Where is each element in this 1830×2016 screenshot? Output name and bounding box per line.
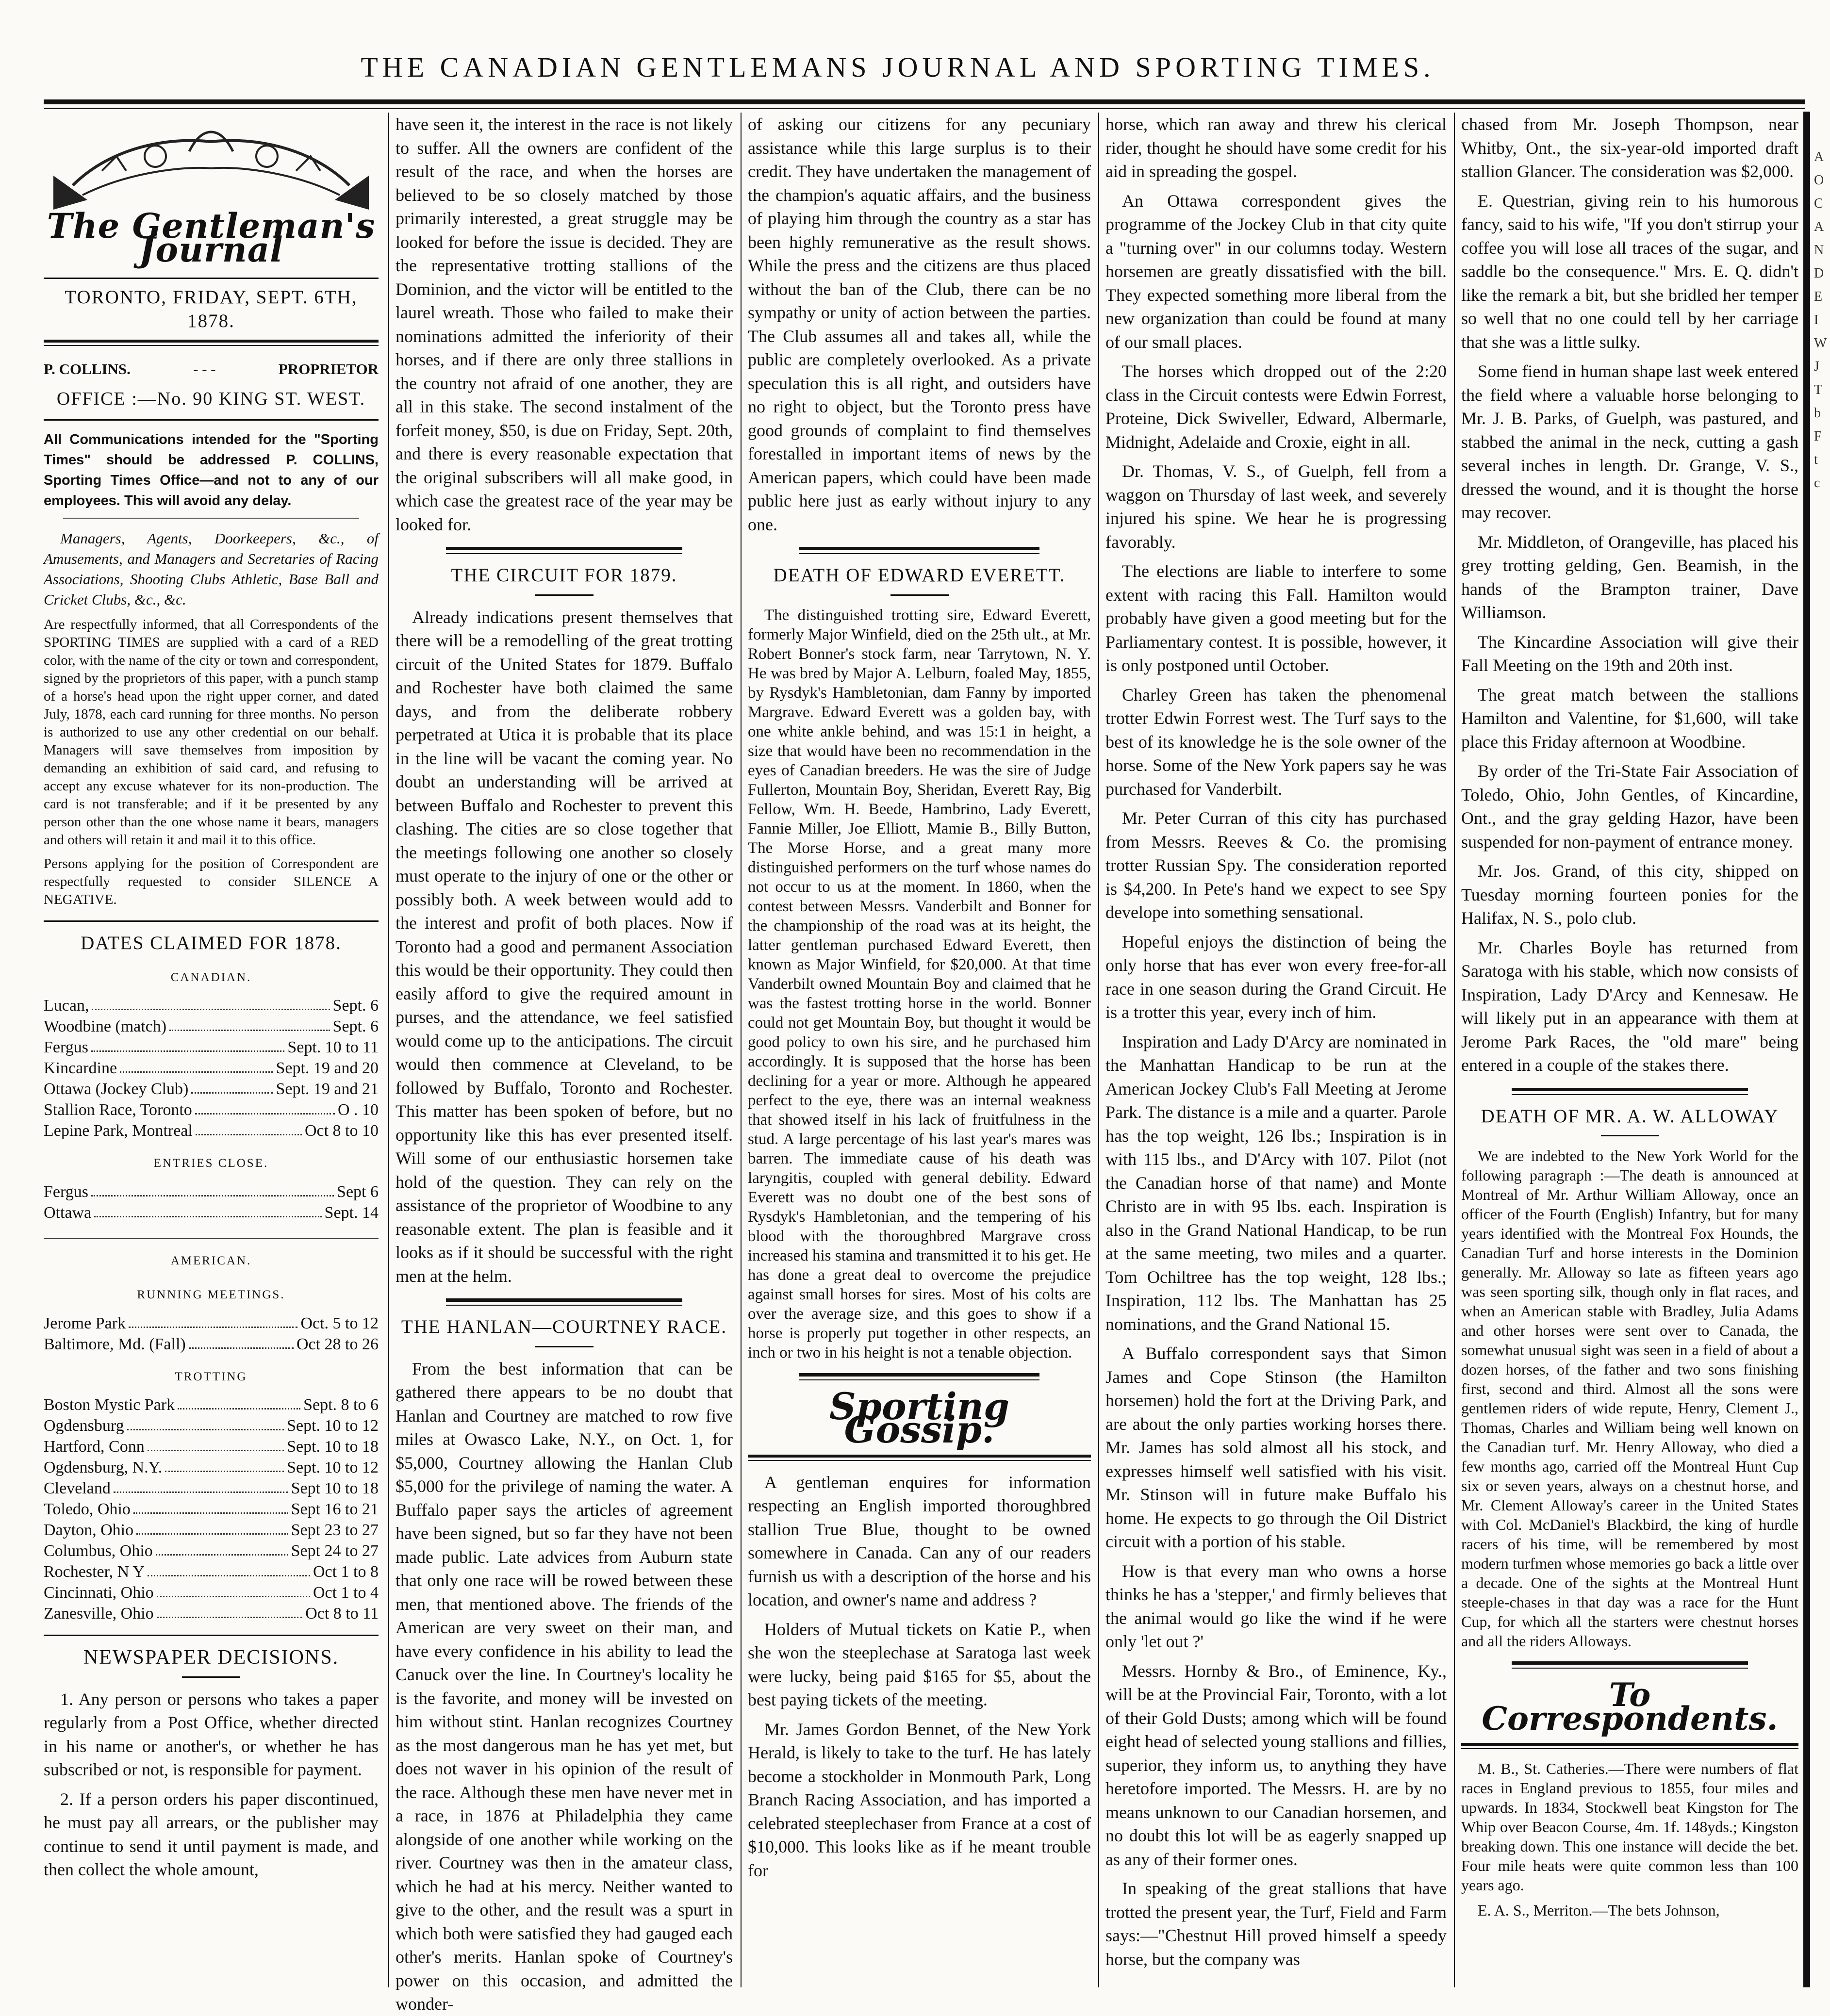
canadian-dates-list bbox=[44, 995, 379, 1141]
leader-dots bbox=[120, 1058, 273, 1073]
date-value: Sept 24 to 27 bbox=[291, 1542, 379, 1560]
date-place: Ogdensburg bbox=[44, 1417, 124, 1435]
masthead-logo bbox=[44, 113, 379, 273]
article-continuation: have seen it, the interest in the race is not likely to suffer. All the owners are confident of the result of the race, and when the horses are believed to be so closely matched by those primarily interested, a great struggle may be looked for before the issue is decided. They are the representative trotting stallions of the Dominion, and the victor will be entitled to the laurel wreath. Those who failed to make their nominations admitted the inferiority of their horses, and if there are only three stallions in the country not afraid of one another, they are all in this stake. The second instalment of the forfeit money, $50, is due on Friday, Sept. 20th, and there is every reasonable expectation that the original subscribers will all make good, in which case the greatest race of the year may be looked for. bbox=[396, 115, 733, 534]
date-value: Oct 8 to 11 bbox=[305, 1605, 379, 1623]
date-value: O . 10 bbox=[337, 1101, 379, 1119]
fragment: T bbox=[1814, 382, 1823, 397]
masthead-title: THE CANADIAN GENTLEMANS JOURNAL AND SPORTING TIMES. bbox=[361, 51, 1435, 83]
fragment: D bbox=[1814, 266, 1824, 281]
gossip-continuation: chased from Mr. Joseph Thompson, near Whitby, Ont., the six-year-old imported draft stallion Glancer. The consideration was $2,000. bbox=[1461, 115, 1798, 181]
date-row bbox=[44, 1541, 379, 1561]
managers-notice-heading: Managers, Agents, Doorkeepers, &c., of Amusements, and Managers and Secretaries of Racing Associations, Shooting Clubs Athletic, Base Ball and Cricket Clubs, &c., &c. bbox=[44, 530, 379, 608]
gossip-item: A Buffalo correspondent says that Simon James and Cope Stinson (the Hamilton horsemen) hold the fort at the Driving Park, and are about the only parties working horses there. Mr. James has sold almost all his stock, and expresses himself well satisfied with his visit. Mr. Stinson will in future make Buffalo his home. He expects to go through the Oil District circuit with a portion of his stable. bbox=[1105, 1344, 1447, 1551]
date-place: Kincardine bbox=[44, 1059, 117, 1077]
column-1 bbox=[44, 113, 379, 1981]
date-row bbox=[44, 995, 379, 1016]
adjacent-page-fragments bbox=[1814, 146, 1829, 495]
gossip-item: Some fiend in human shape last week entered the field where a valuable horse belonging to Mr. J. B. Parks, of Guelph, was pastured, and stabbed the animal in the neck, cutting a gash several inches in length. Dr. Grange, V. S., dressed the wound, and it is thought the horse may recover. bbox=[1461, 361, 1798, 522]
date-place: Stallion Race, Toronto bbox=[44, 1101, 192, 1119]
double-rule bbox=[1512, 1088, 1748, 1095]
separator bbox=[890, 594, 949, 596]
date-row bbox=[44, 1561, 379, 1582]
fragment: c bbox=[1814, 475, 1820, 491]
double-rule bbox=[1512, 1661, 1748, 1669]
alloway-body: We are indebted to the New York World for the following paragraph :—The death is announced at Montreal of Mr. Arthur William Alloway, once an officer of the Fourth (English) Infantry, but for many years identified with the Montreal Fox Hounds, the Canadian Turf and horse interests in the Dominion generally. Mr. Alloway so late as fifteen years ago was seen sporting silk, though only in flat races, and when an American stable with Bradley, Julia Adams and other horses were sent over to Canada, the somewhat unusual sight was seen in a field of about a dozen horses, of the father and two sons finishing first, second and third. Almost all the sons were gentlemen riders of wide repute, Henry, Clement J., Thomas, Charles and William being well known on the Canadian turf. Mr. Henry Alloway, who died a few months ago, carried off the Montreal Hunt Cup six or seven years, always on a chestnut horse, and Mr. Clement Alloway's career in the United States with Col. McDaniel's Blackbird, the king of hurdle racers of his time, will be remembered by most modern turfmen whose memories go back a little over a decade. One of the sights at the Montreal Hunt steeple-chases in that day was a race for the Hunt Cup, for which all the starters were chestnut horses and all the riders Alloways. bbox=[1461, 1147, 1798, 1650]
date-row bbox=[44, 1499, 379, 1520]
date-place: Ogdensburg, N.Y. bbox=[44, 1459, 163, 1476]
column-rule-1 bbox=[388, 113, 389, 1987]
date-value: Oct 1 to 8 bbox=[313, 1563, 379, 1581]
column-5 bbox=[1461, 113, 1798, 1981]
leader-dots bbox=[169, 1016, 330, 1031]
managers-notice-body: Are respectfully informed, that all Correspondents of the SPORTING TIMES are supplied with a card of a RED color, with the name of the city or town and correspondent, signed by the proprietors of this paper, with a punch stamp of a horse's head upon the right upper corner, and dated July, 1878, each card running for three months. No person is authorized to use any other credential on our behalf. Managers will save themselves from imposition by demanding an exhibition of said card, and refusing to accept any excuse whatever for its non-production. The card is not transferable; and if it be presented by any person other than the one whose name it bears, managers and others will retain it and mail it to this office. bbox=[44, 617, 379, 848]
dates-claimed-title: DATES CLAIMED FOR 1878. bbox=[81, 933, 342, 953]
gossip-item: Messrs. Hornby & Bro., of Eminence, Ky., will be at the Provincial Fair, Toronto, with a lot of their Gold Dusts; among which will be found eight head of selected young stallions and fillies, superior, they inform us, to anything they have heretofore imported. The Messrs. H. are by no means unknown to our Canadian horsemen, and no doubt this lot will be as eagerly snapped up as any of their former ones. bbox=[1105, 1661, 1447, 1869]
leader-dots bbox=[156, 1541, 288, 1556]
date-row bbox=[44, 1037, 379, 1058]
gossip-item: Mr. Jos. Grand, of this city, shipped on Tuesday morning fourteen ponies for the Halifax, N. S., polo club. bbox=[1461, 861, 1798, 928]
date-value: Sept. 19 and 20 bbox=[276, 1059, 379, 1077]
column-3 bbox=[748, 113, 1091, 1981]
separator bbox=[535, 594, 594, 596]
page-right-edge-rule bbox=[1803, 112, 1810, 1987]
dateline: TORONTO, FRIDAY, SEPT. 6TH, 1878. bbox=[65, 287, 358, 331]
gossip-item: The horses which dropped out of the 2:20 class in the Circuit contests were Edwin Forrest, Proteine, Dick Swiveller, Edward, Albermarle, Midnight, Adelaide and Croxie, eight in all. bbox=[1105, 361, 1447, 452]
leader-dots bbox=[91, 1181, 334, 1196]
leader-dots bbox=[148, 1436, 284, 1451]
date-row bbox=[44, 1436, 379, 1457]
gossip-item: How is that every man who owns a horse thinks he has a 'stepper,' and firmly believes that the animal would go like the wind if he were only 'let out ?' bbox=[1105, 1561, 1447, 1651]
to-correspondents-title: To Correspondents. bbox=[1482, 1676, 1778, 1737]
gossip-item: The Kincardine Association will give their Fall Meeting on the 19th and 20th inst. bbox=[1461, 632, 1798, 675]
date-row bbox=[44, 1099, 379, 1120]
date-value: Sept. 10 to 11 bbox=[287, 1038, 379, 1056]
date-value: Sept. 10 to 12 bbox=[287, 1417, 379, 1435]
gossip-item: In speaking of the great stallions that have trotted the present year, the Turf, Field and Farm says:—"Chestnut Hill proved himself a speedy horse, but the company was bbox=[1105, 1879, 1447, 1969]
applicants-notice: Persons applying for the position of Correspondent are respectfully requested to consider SILENCE A NEGATIVE. bbox=[44, 856, 379, 907]
article-continuation: of asking our citizens for any pecuniary assistance while this large surplus is to their credit. They have undertaken the management of the champion's aquatic affairs, and the business of playing him through the country as a star has been highly remunerative as the result shows. While the press and the citizens are thus placed without the ban of the Club, there can be no sympathy or unity of action between the parties. The Club assumes all and takes all, while the public are completely overlooked. As a private speculation this is all right, and outsiders have no right to object, but the Toronto press have good grounds of complaint to find themselves forestalled in important items of news by the American papers, which could have been made public here just as early without injury to any one. bbox=[748, 115, 1091, 534]
date-place: Lepine Park, Montreal bbox=[44, 1122, 193, 1140]
column-2 bbox=[396, 113, 733, 2014]
date-row bbox=[44, 1520, 379, 1541]
hanlan-courtney-body: From the best information that can be gathered there appears to be no doubt that Hanlan and Courtney are matched to row five miles at Owasco Lake, N.Y., on Oct. 1, for $5,000, Courtney allowing the Hanlan Club $5,000 for the privilege of naming the water. A Buffalo paper says the articles of agreement have been signed, but so far they have not been made public. Late advices from Auburn state that only one race will be rowed between these men, that mentioned above. The friends of the American are very sweet on their man, and have every confidence in his ability to lead the Canuck over the line. In Courtney's locality he is the favorite, and money will be invested on him without stint. Hanlan recognizes Courtney as the most dangerous man he has yet met, but does not waver in his opinion of the result of the race. Although these men have never met in a race, in 1876 at Philadelphia they came alongside of one another while working on the river. Courtney was then in the amateur class, which he had at his mercy. Neither wanted to give to the other, and the result was a spurt in which both were satisfied they had gauged each other's merits. Hanlan spoke of Courtney's power on this occasion, and admitted the wonder- bbox=[396, 1359, 733, 2014]
leader-dots bbox=[114, 1478, 288, 1493]
column-rule-4 bbox=[1454, 113, 1455, 1987]
gossip-item: The great match between the stallions Hamilton and Valentine, for $1,600, will take place this Friday afternoon at Woodbine. bbox=[1461, 685, 1798, 752]
date-value: Sept. 6 bbox=[332, 997, 379, 1015]
canadian-label: CANADIAN. bbox=[170, 970, 252, 984]
top-rule-thin bbox=[44, 108, 1805, 109]
fragment: I bbox=[1814, 312, 1819, 328]
leader-dots bbox=[195, 1099, 335, 1115]
communications-notice: All Communications intended for the "Sporting Times" should be addressed P. COLLINS, Sporting Times Office—and not to any of our employees. This will avoid any delay. bbox=[44, 432, 379, 508]
double-rule bbox=[446, 547, 682, 554]
date-place: Woodbine (match) bbox=[44, 1017, 167, 1035]
date-place: Hartford, Conn bbox=[44, 1438, 145, 1456]
circuit-body: Already indications present themselves that there will be a remodelling of the great trotting circuit of the United States for 1879. Buffalo and Rochester have both claimed the same days, and from the deliberate robbery perpetrated at Utica it is probable that its place in the line will be vacant the coming year. No doubt an understanding will be arrived at between Buffalo and Rochester to prevent this clashing. The cities are so close together that the meetings following one another so closely must operate to the injury of one or the other or possibly both. A week between would add to the interest and profit of both places. Now if Toronto had a good and permanent Association this would be their opportunity. They could then easily afford to give the required amount in purses, and the attendance, we feel satisfied would come up to the anticipations. The circuit would then commence at Cleveland, to be followed by Buffalo, Toronto and Rochester. This matter has been spoken of before, but no opportunity like this has ever presented itself. Will some of our enthusiastic horsemen take hold of the question. They can rely on the assistance of the proprietor of Woodbine to any reasonable extent. The plan is feasible and it looks as if it should be successful with the right men at the helm. bbox=[396, 607, 733, 1286]
gossip-item: Hopeful enjoys the distinction of being the only horse that has ever won every free-for-all race in one season during the Grand Circuit. He is a trotter this year, every inch of him. bbox=[1105, 932, 1447, 1022]
date-row bbox=[44, 1603, 379, 1624]
leader-dots bbox=[94, 1202, 321, 1217]
leader-dots bbox=[148, 1561, 310, 1576]
column-rule-2 bbox=[741, 113, 742, 1987]
correspondent-reply: E. A. S., Merriton.—The bets Johnson, bbox=[1478, 1901, 1720, 1919]
gossip-item: Dr. Thomas, V. S., of Guelph, fell from a waggon on Thursday of last week, and severely injured his spine. We hear he is progressing favorably. bbox=[1105, 461, 1447, 552]
double-rule bbox=[799, 1373, 1039, 1380]
newspaper-decisions-title: NEWSPAPER DECISIONS. bbox=[83, 1646, 339, 1669]
date-row bbox=[44, 1058, 379, 1079]
date-value: Sept. 8 to 6 bbox=[303, 1396, 379, 1414]
column-4 bbox=[1105, 113, 1447, 1981]
proprietor-line bbox=[44, 358, 379, 381]
separator bbox=[182, 1676, 240, 1678]
gossip-item: A gentleman enquires for information respecting an English imported thoroughbred stallion True Blue, thought to be owned somewhere in Canada. Can any of our readers furnish us with a description of the horse and his location, and owner's name and address ? bbox=[748, 1472, 1091, 1609]
gossip-item: E. Questrian, giving rein to his humorous fancy, said to his wife, "If you don't stirrup your coffee you will lose all traces of the sugar, and saddle bo the consequence." Mrs. E. Q. didn't like the remark a bit, but she bridled her temper so well that no one could tell by her carriage that she was a little sulky. bbox=[1461, 191, 1798, 352]
date-place: Toledo, Ohio bbox=[44, 1500, 131, 1518]
everett-body: The distinguished trotting sire, Edward Everett, formerly Major Winfield, died on the 25th ult., at Mr. Robert Bonner's stock farm, near Tarrytown, N. Y. He was bred by Major A. Lelburn, foaled May, 1855, by Rysdyk's Hambletonian, dam Fanny by imported Margrave. Edward Everett was a golden bay, with one white ankle behind, and was 15:1 in height, a size that would have been no recommendation in the eyes of Canadian breeders. He was the sire of Judge Fullerton, Mountain Boy, Sheridan, Everett Ray, Big Fellow, Wm. H. Beede, Hambrino, Lady Everett, Fannie Miller, Joe Elliott, Mamie B., Billy Button, The Morse Horse, and a great many more distinguished performers on the turf whose names do not occur to us at the moment. In 1860, when the contest between Messrs. Vanderbilt and Bonner for the championship of the road was at its height, the latter gentleman purchased Edward Everett, then known as Major Winfield, for $20,000. At that time Vanderbilt owned Mountain Boy and claimed that he was the fastest trotting horse in the world. Bonner could not get Mountain Boy, but thought it would be good policy to own his sire, and he purchased him accordingly. It is supposed that the horse has been declining for a year or more. Although he appeared perfect to the eye, there was an internal weakness that showed itself in his lack of fruitfulness in the stud. A large percentage of his last year's mares was barren. The immediate cause of his death was laryngitis, coupled with general debility. Edward Everett was no doubt one of the best sons of Rysdyk's Hambletonian, and the tempering of his blood with the thoroughbred Margrave cross increased his stamina and transmitted it to his get. He has done a great deal to overcome the prejudice against small horses for sires. Most of his colts are over the average size, and this goes to show if a horse is properly put together in other respects, an inch or two in his height is not a tenable objection. bbox=[748, 606, 1091, 1361]
proprietor-dashes: - - - bbox=[193, 361, 216, 377]
date-row bbox=[44, 1016, 379, 1037]
fragment: C bbox=[1814, 196, 1823, 211]
date-place: Cleveland bbox=[44, 1479, 111, 1497]
gossip-item: Mr. Charles Boyle has returned from Saratoga with his stable, which now consists of Inspiration, Lady D'Arcy and Kennesaw. He will likely put in an appearance with them at Jerome Park Races, the "old mare" being entered in a couple of the stakes there. bbox=[1461, 937, 1798, 1075]
date-place: Ottawa (Jockey Club) bbox=[44, 1080, 189, 1098]
leader-dots bbox=[165, 1457, 284, 1472]
date-place: Jerome Park bbox=[44, 1314, 126, 1332]
date-place: Columbus, Ohio bbox=[44, 1542, 153, 1560]
leader-dots bbox=[92, 995, 330, 1010]
circuit-title: THE CIRCUIT FOR 1879. bbox=[451, 565, 677, 586]
running-meetings-label: RUNNING MEETINGS. bbox=[137, 1288, 285, 1301]
gossip-item: An Ottawa correspondent gives the programme of the Jockey Club in that city quite a "turning over" in our columns today. Western horsemen are greatly dissatisfied with the bill. They expected something more liberal from the new organization than could be found at many of our small places. bbox=[1105, 191, 1447, 352]
date-place: Zanesville, Ohio bbox=[44, 1605, 154, 1623]
decision-2: 2. If a person orders his paper discontinued, he must pay all arrears, or the publisher may continue to send it until payment is made, and then collect the whole amount, bbox=[44, 1789, 379, 1879]
date-row bbox=[44, 1181, 379, 1202]
double-rule bbox=[799, 547, 1039, 554]
journal-nameplate: The Gentleman's Journal bbox=[47, 206, 376, 270]
proprietor-label: PROPRIETOR bbox=[278, 361, 379, 377]
date-place: Fergus bbox=[44, 1038, 88, 1056]
gossip-item: By order of the Tri-State Fair Association of Toledo, Ohio, John Gentles, of Kincardine, Ont., and the gray gelding Hazor, have been suspended for non-payment of entrance money. bbox=[1461, 761, 1798, 852]
leader-dots bbox=[178, 1394, 300, 1410]
date-value: Sept 10 to 18 bbox=[291, 1479, 379, 1497]
date-row bbox=[44, 1415, 379, 1436]
date-value: Oct 8 to 10 bbox=[304, 1122, 379, 1140]
date-value: Sept. 10 to 12 bbox=[287, 1459, 379, 1476]
date-value: Sept 6 bbox=[337, 1182, 379, 1201]
fragment: A bbox=[1814, 149, 1824, 164]
date-row bbox=[44, 1394, 379, 1415]
date-row bbox=[44, 1478, 379, 1499]
fragment: O bbox=[1814, 173, 1824, 188]
date-place: Boston Mystic Park bbox=[44, 1396, 175, 1414]
date-value: Oct 28 to 26 bbox=[296, 1335, 379, 1353]
gossip-continuation: horse, which ran away and threw his clerical rider, thought he should have some credit for his aid in spreading the gospel. bbox=[1105, 115, 1447, 181]
leader-dots bbox=[157, 1582, 310, 1597]
correspondent-reply: M. B., St. Catheries.—There were numbers of flat races in England previous to 1855, four miles and upwards. In 1834, Stockwell beat Kingston for The Whip over Beacon Course, 4m. 1f. 148yds.; Kingston breaking down. This one instance will decide the bet. Four mile heats were quite common less than 100 years ago. bbox=[1461, 1760, 1798, 1894]
date-value: Sept. 19 and 21 bbox=[276, 1080, 379, 1098]
date-place: Lucan, bbox=[44, 997, 89, 1015]
date-place: Baltimore, Md. (Fall) bbox=[44, 1335, 186, 1353]
date-row bbox=[44, 1202, 379, 1223]
fragment: A bbox=[1814, 219, 1824, 234]
proprietor-name: P. COLLINS. bbox=[44, 361, 131, 377]
leader-dots bbox=[133, 1499, 288, 1514]
leader-dots bbox=[196, 1120, 302, 1135]
gossip-item: Mr. Peter Curran of this city has purchased from Messrs. Reeves & Co. the promising trotter Russian Spy. The consideration reported is $4,200. In Pete's hand we expect to see Spy develope into something sensational. bbox=[1105, 808, 1447, 922]
fragment: N bbox=[1814, 243, 1824, 258]
decision-1: 1. Any person or persons who takes a paper regularly from a Post Office, whether directed in his name or another's, or whether he has subscribed or not, is responsible for payment. bbox=[44, 1689, 379, 1779]
date-value: Oct. 5 to 12 bbox=[300, 1314, 379, 1332]
leader-dots bbox=[129, 1313, 297, 1328]
date-place: Cincinnati, Ohio bbox=[44, 1584, 154, 1602]
date-row bbox=[44, 1457, 379, 1478]
date-value: Sept. 10 to 18 bbox=[287, 1438, 379, 1456]
date-value: Sept. 6 bbox=[332, 1017, 379, 1035]
date-value: Sept. 14 bbox=[324, 1203, 379, 1222]
fragment: b bbox=[1814, 406, 1821, 421]
american-label: AMERICAN. bbox=[170, 1254, 252, 1267]
trotting-label: TROTTING bbox=[175, 1370, 247, 1383]
gossip-item: Inspiration and Lady D'Arcy are nominated in the Manhattan Handicap to be run at the American Jockey Club's Fall Meeting at Jerome Park. The distance is a mile and a quarter. Parole has the top weight, 126 lbs.; Inspiration is in with 115 lbs., and D'Arcy with 107. Pilot (not the Canadian horse of that name) and Monte Christo are in with 95 lbs. each. Inspiration is also in the Grand National Handicap, to be run at the same meeting, two miles and a quarter. Tom Ochiltree has the top weight, 128 lbs.; Inspiration, 112 lbs. The Manhattan has 25 nominations, and the Grand National 15. bbox=[1105, 1032, 1447, 1334]
date-row bbox=[44, 1582, 379, 1603]
hanlan-courtney-title: THE HANLAN—COURTNEY RACE. bbox=[401, 1316, 727, 1337]
everett-title: DEATH OF EDWARD EVERETT. bbox=[773, 565, 1066, 586]
trotting-list bbox=[44, 1394, 379, 1624]
gossip-item: The elections are liable to interfere to some extent with racing this Fall. Hamilton would probably have given a good meeting but for the Parliamentary contest. It is possible, however, it is only postponed until October. bbox=[1105, 561, 1447, 675]
gossip-item: Mr. Middleton, of Orangeville, has placed his grey trotting gelding, Gen. Beamish, in the hands of the Brampton trainer, Dave Williamson. bbox=[1461, 532, 1798, 622]
entries-close-label: ENTRIES CLOSE. bbox=[153, 1157, 269, 1170]
date-row bbox=[44, 1120, 379, 1141]
separator bbox=[535, 1346, 594, 1347]
fragment: J bbox=[1814, 359, 1819, 374]
date-place: Ottawa bbox=[44, 1203, 92, 1222]
gossip-item: Mr. James Gordon Bennet, of the New York Herald, is likely to take to the turf. He has lately become a stockholder in Monmouth Park, Long Branch Racing Association, and has imported a celebrated steeplechaser from France at a cost of $10,000. This looks like as if he meant trouble for bbox=[748, 1719, 1091, 1880]
fragment: t bbox=[1814, 452, 1818, 467]
leader-dots bbox=[127, 1415, 284, 1430]
leader-dots bbox=[136, 1520, 288, 1535]
fragment: E bbox=[1814, 289, 1823, 304]
date-place: Rochester, N Y bbox=[44, 1563, 145, 1581]
date-value: Sept 23 to 27 bbox=[291, 1521, 379, 1539]
double-rule bbox=[446, 1298, 682, 1306]
alloway-title: DEATH OF MR. A. W. ALLOWAY bbox=[1481, 1105, 1779, 1127]
date-row bbox=[44, 1313, 379, 1334]
date-row bbox=[44, 1079, 379, 1099]
fragment: F bbox=[1814, 429, 1822, 444]
entries-list bbox=[44, 1181, 379, 1223]
leader-dots bbox=[157, 1603, 303, 1618]
date-value: Sept 16 to 21 bbox=[291, 1500, 379, 1518]
leader-dots bbox=[191, 1079, 273, 1094]
date-place: Fergus bbox=[44, 1182, 88, 1201]
separator bbox=[1601, 1135, 1659, 1136]
date-place: Dayton, Ohio bbox=[44, 1521, 134, 1539]
top-rule-thick bbox=[44, 99, 1805, 104]
fragment: W bbox=[1814, 336, 1827, 351]
running-list bbox=[44, 1313, 379, 1355]
date-value: Oct 1 to 4 bbox=[313, 1584, 379, 1602]
gossip-item: Charley Green has taken the phenomenal trotter Edwin Forrest west. The Turf says to the best of its knowledge he is the sole owner of the horse. Some of the New York papers say he was purchased for Vanderbilt. bbox=[1105, 685, 1447, 799]
date-row bbox=[44, 1334, 379, 1355]
column-rule-3 bbox=[1098, 113, 1099, 1987]
leader-dots bbox=[91, 1037, 284, 1052]
leader-dots bbox=[189, 1334, 294, 1349]
gossip-item: Holders of Mutual tickets on Katie P., when she won the steeplechase at Saratoga last week were lucky, being paid $165 for $5, about the best paying tickets of the meeting. bbox=[748, 1619, 1091, 1709]
office-address: OFFICE :—No. 90 KING ST. WEST. bbox=[56, 388, 366, 409]
crest-ornament-icon bbox=[44, 117, 379, 214]
sporting-gossip-title: Sporting Gossip. bbox=[829, 1384, 1010, 1451]
